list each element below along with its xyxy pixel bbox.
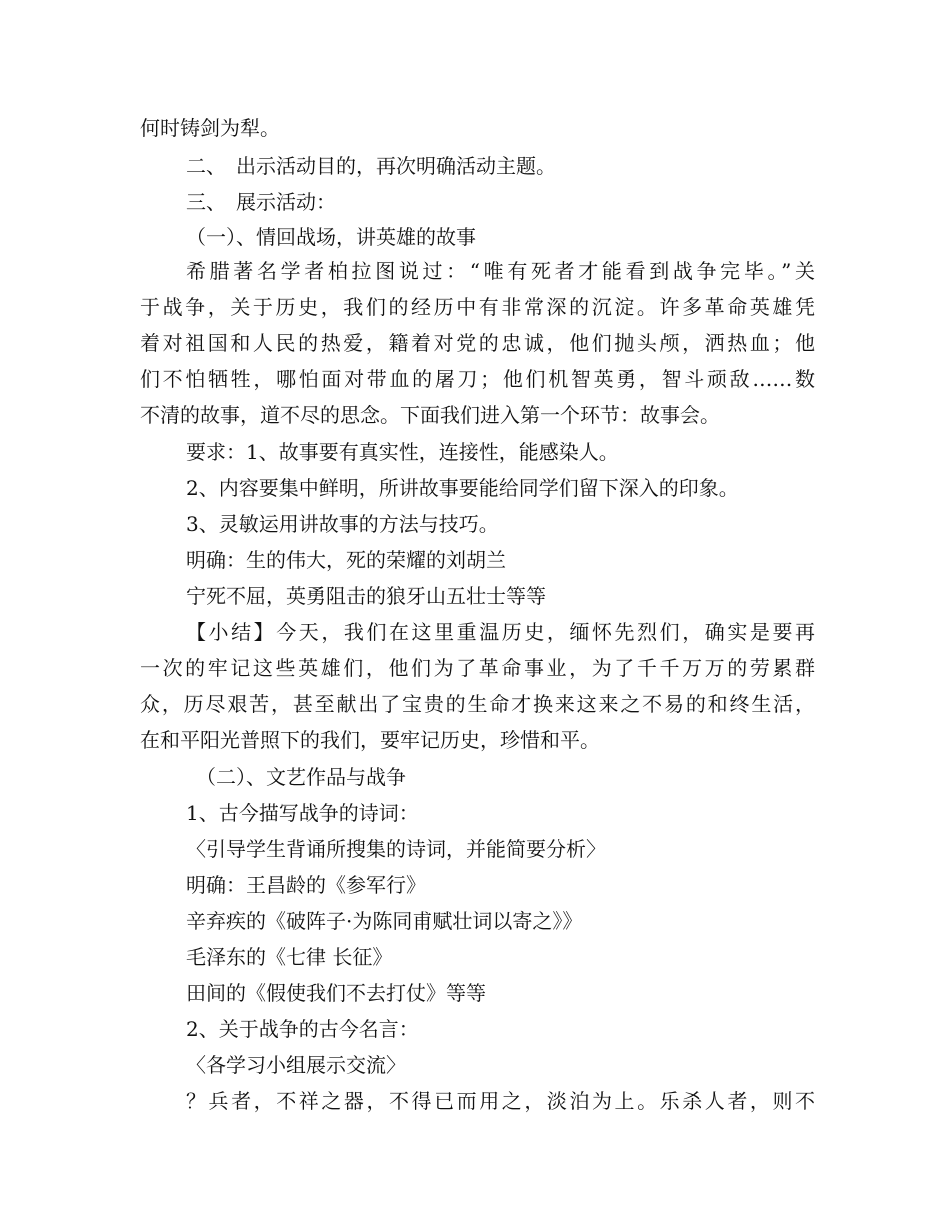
text-line: 众，历尽艰苦，甚至献出了宝贵的生命才换来这来之不易的和终生活， xyxy=(140,692,815,716)
text-line: 〈各学习小组展示交流〉 xyxy=(186,1053,406,1077)
section-heading: 二、 出示活动目的，再次明确活动主题。 xyxy=(186,154,556,178)
text-line: 不清的故事，道不尽的思念。下面我们进入第一个环节：故事会。 xyxy=(140,403,720,427)
text-line: 明确：生的伟大，死的荣耀的刘胡兰 xyxy=(186,548,506,572)
text-line: 田间的《假使我们不去打仗》等等 xyxy=(186,981,486,1005)
text-line: 何时铸剑为犁。 xyxy=(140,116,280,140)
text-line: 希腊著名学者柏拉图说过：“唯有死者才能看到战争完毕。”关 xyxy=(186,259,815,283)
text-line: 毛泽东的《七律 长征》 xyxy=(186,945,393,969)
text-line: 明确：王昌龄的《参军行》 xyxy=(186,873,426,897)
subsection-heading: （二）、文艺作品与战争 xyxy=(196,765,406,789)
text-line: 辛弃疾的《破阵子·为陈同甫赋壮词以寄之》》 xyxy=(186,909,583,933)
section-heading: 三、 展示活动： xyxy=(186,190,336,214)
text-line: 2、关于战争的古今名言： xyxy=(186,1017,419,1041)
text-line: ？兵者，不祥之器，不得已而用之，淡泊为上。乐杀人者，则不 xyxy=(186,1089,815,1113)
text-line: 着对祖国和人民的热爱，籍着对党的忠诚，他们抛头颅，洒热血；他 xyxy=(140,331,815,355)
subsection-heading: （一）、情回战场，讲英雄的故事 xyxy=(186,225,476,249)
text-line: 〈引导学生背诵所搜集的诗词，并能简要分析〉 xyxy=(186,837,606,861)
text-line: 1、古今描写战争的诗词： xyxy=(186,801,419,825)
text-line: 们不怕牺牲，哪怕面对带血的屠刀；他们机智英勇，智斗顽敌……数 xyxy=(140,367,815,391)
text-line: 于战争，关于历史，我们的经历中有非常深的沉淀。许多革命英雄凭 xyxy=(140,295,815,319)
text-line: 要求：1、故事要有真实性，连接性，能感染人。 xyxy=(186,440,619,464)
text-line: 3、灵敏运用讲故事的方法与技巧。 xyxy=(186,512,499,536)
text-line: 一次的牢记这些英雄们，他们为了革命事业，为了千千万万的劳累群 xyxy=(140,656,815,680)
text-line: 2、内容要集中鲜明，所讲故事要能给同学们留下深入的印象。 xyxy=(186,476,739,500)
text-line: 宁死不屈，英勇阻击的狼牙山五壮士等等 xyxy=(186,584,546,608)
text-line: 在和平阳光普照下的我们，要牢记历史，珍惜和平。 xyxy=(140,728,600,752)
text-line: 【小结】今天，我们在这里重温历史，缅怀先烈们，确实是要再 xyxy=(186,620,815,644)
